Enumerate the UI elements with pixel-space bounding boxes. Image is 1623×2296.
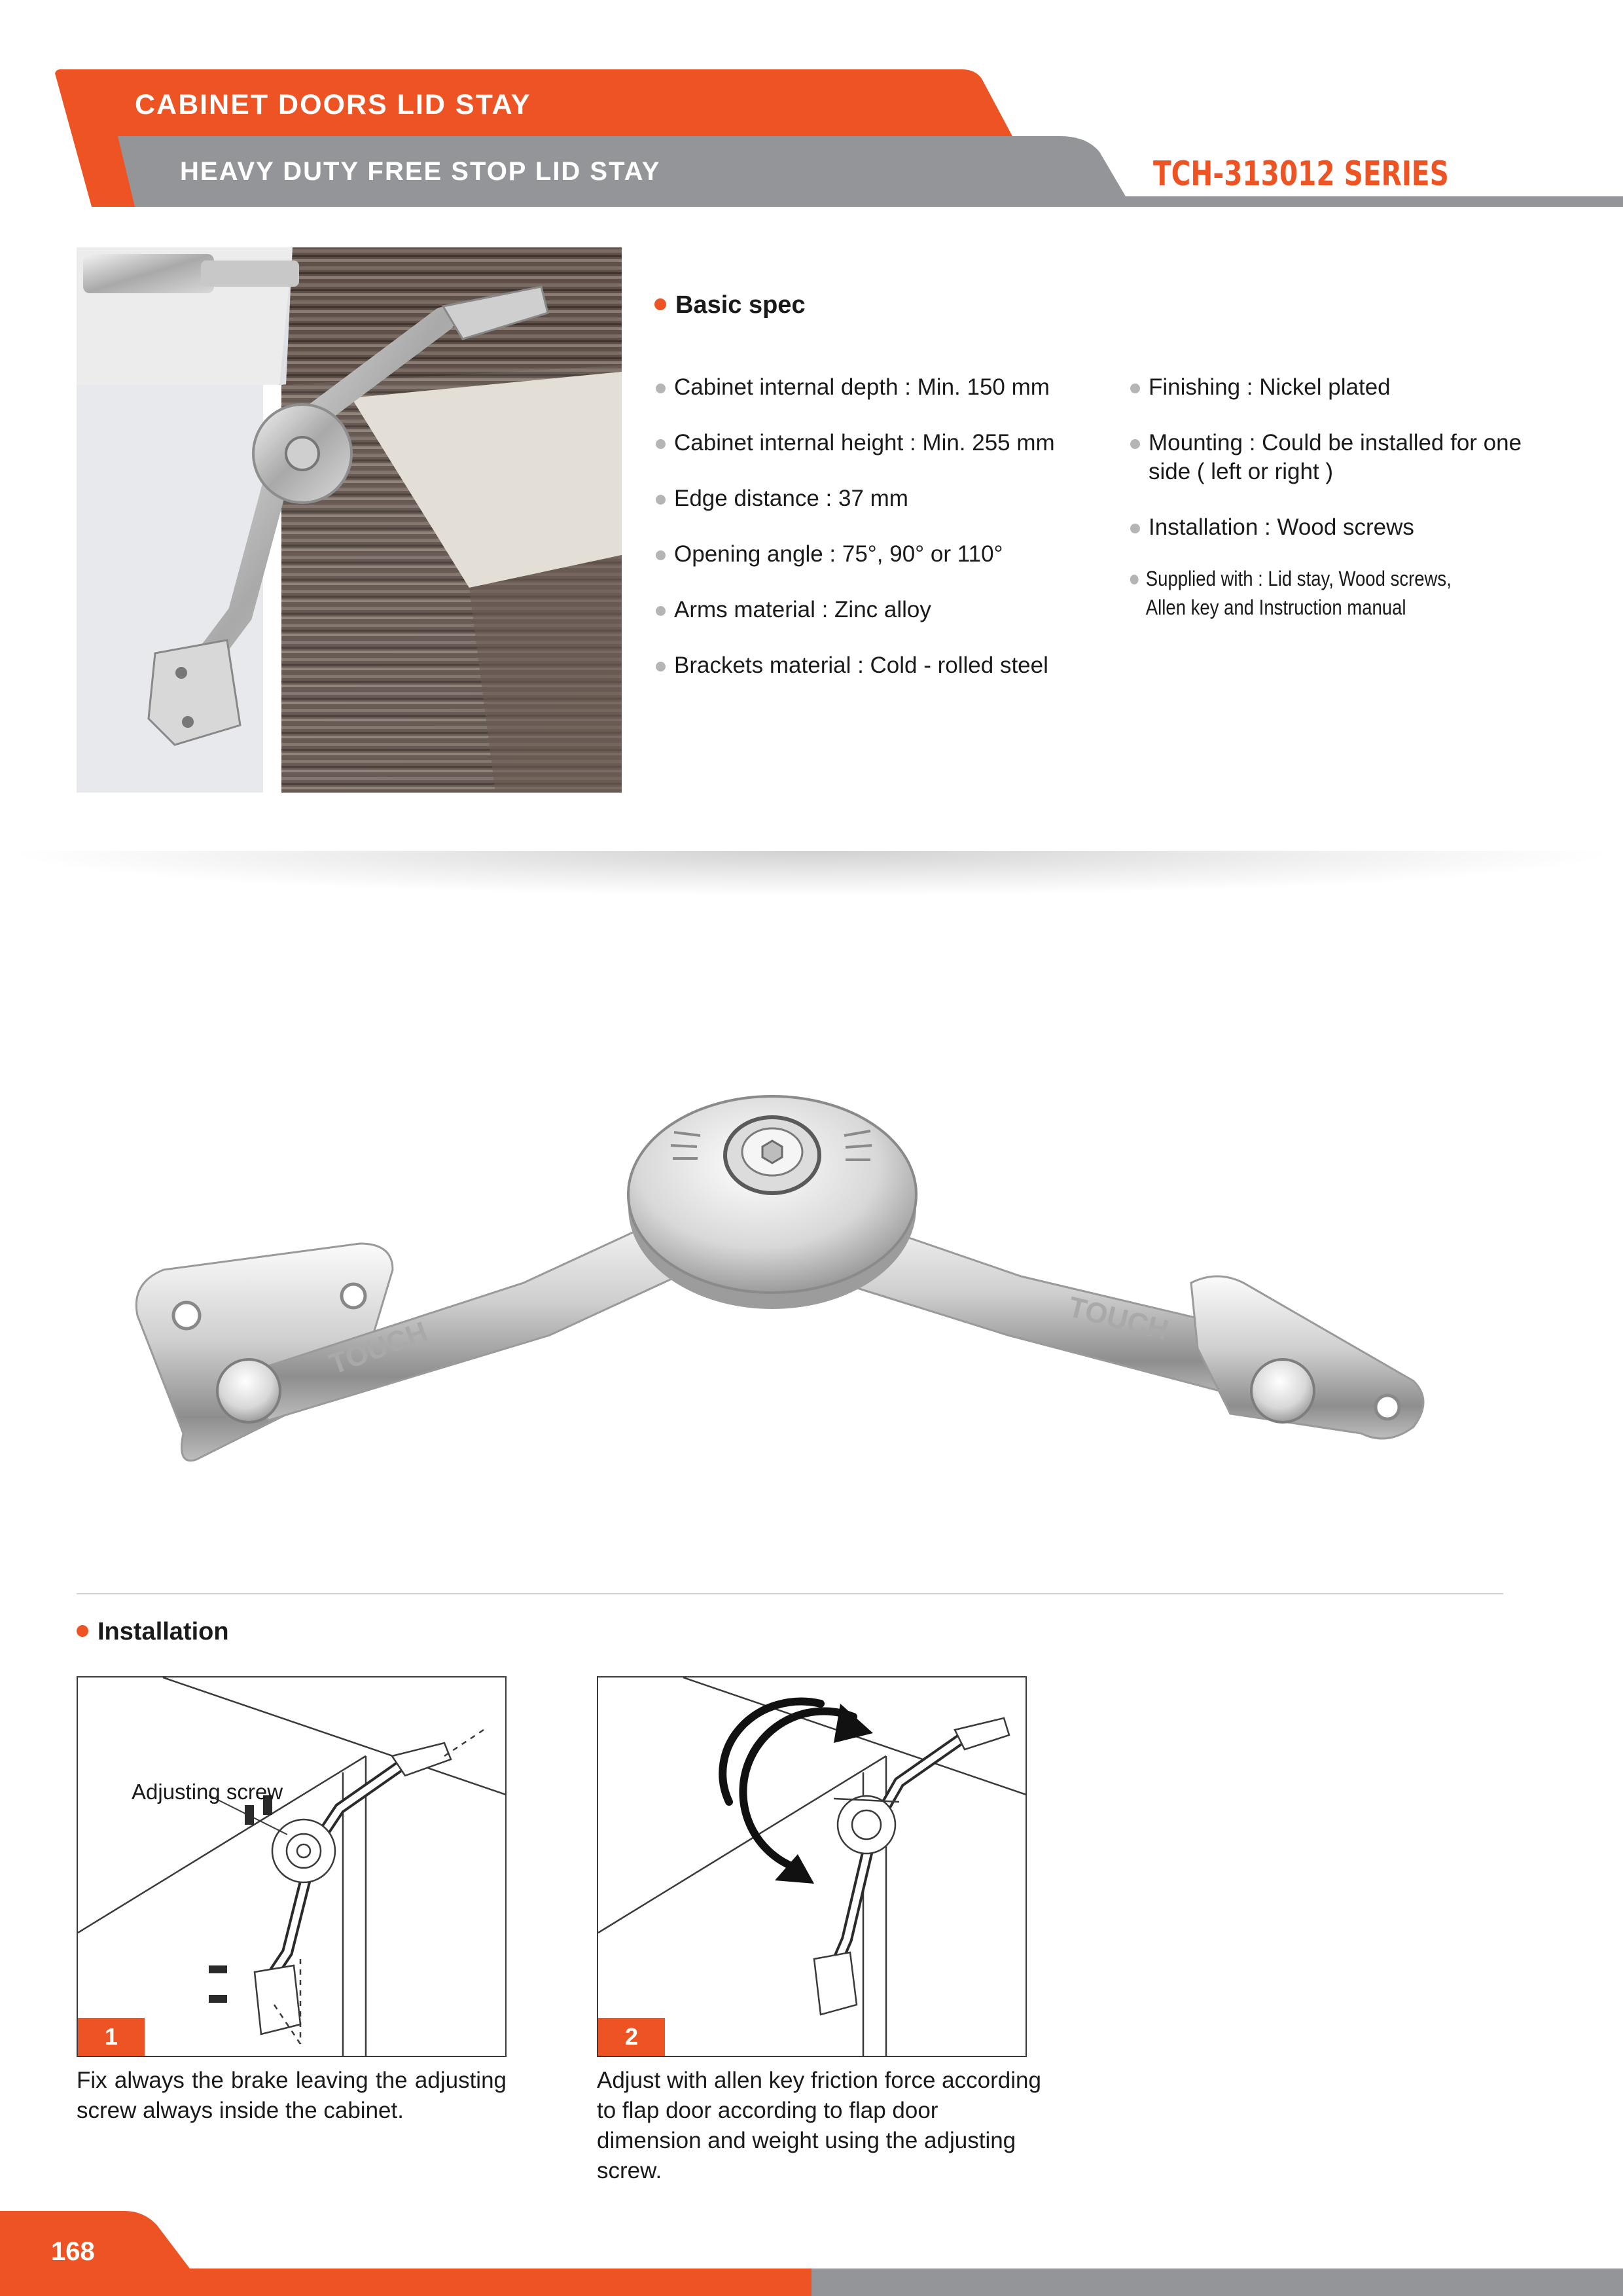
spec-item: Cabinet internal height : Min. 255 mm (654, 429, 1055, 457)
bullet-dot-icon (654, 298, 666, 310)
step-1-caption: Fix always the brake leaving the adjusting screw always inside the cabinet. (77, 2068, 507, 2123)
step-number-badge: 1 (78, 2018, 145, 2056)
product-photo-installed (77, 247, 622, 793)
product-logo-right: TOUCH (1065, 1291, 1172, 1347)
product-logo-left: TOUCH (325, 1316, 432, 1381)
category-title: CABINET DOORS LID STAY (135, 89, 531, 120)
bullet-dot-icon (77, 1625, 88, 1637)
spec-list-right (1129, 373, 1548, 622)
installation-diagram-step-1 (77, 1676, 507, 2057)
series-label: TCH-313012 SERIES (1153, 154, 1449, 194)
installation-drawing-1 (78, 1677, 507, 2057)
spec-item: Cabinet internal depth : Min. 150 mm (654, 373, 1055, 402)
installation-heading-text: Installation (98, 1618, 229, 1645)
product-title: HEAVY DUTY FREE STOP LID STAY (180, 157, 661, 186)
step-number-badge: 2 (598, 2018, 665, 2056)
spec-item: Mounting : Could be installed for one side ( left or right ) (1129, 429, 1548, 486)
spec-list-left (654, 373, 1055, 680)
spec-item: Brackets material : Cold - rolled steel (654, 651, 1055, 680)
section-shadow-divider (0, 851, 1623, 897)
section-divider (77, 1593, 1503, 1594)
step-2-caption: Adjust with allen key friction force according to flap door according to flap door dimension and weight using the adjusting screw. (597, 2068, 1041, 2183)
product-image-lid-stay (118, 1008, 1453, 1505)
footer-banners (0, 2206, 1623, 2296)
spec-item: Arms material : Zinc alloy (654, 596, 1055, 624)
installation-diagram-step-2 (597, 1676, 1027, 2057)
spec-item: Finishing : Nickel plated (1129, 373, 1548, 402)
installation-drawing-2 (598, 1677, 1027, 2057)
page-number: 168 (51, 2237, 95, 2266)
spec-heading (654, 291, 806, 319)
spec-item: Supplied with : Lid stay, Wood screws, Allen key and Instruction manual (1129, 564, 1489, 622)
spec-item: Opening angle : 75°, 90° or 110° (654, 540, 1055, 569)
spec-item: Edge distance : 37 mm (654, 484, 1055, 513)
installation-heading (77, 1618, 229, 1646)
spec-heading-text: Basic spec (675, 291, 806, 319)
adjusting-screw-label: Adjusting screw (132, 1780, 283, 1804)
spec-item: Installation : Wood screws (1129, 513, 1548, 542)
